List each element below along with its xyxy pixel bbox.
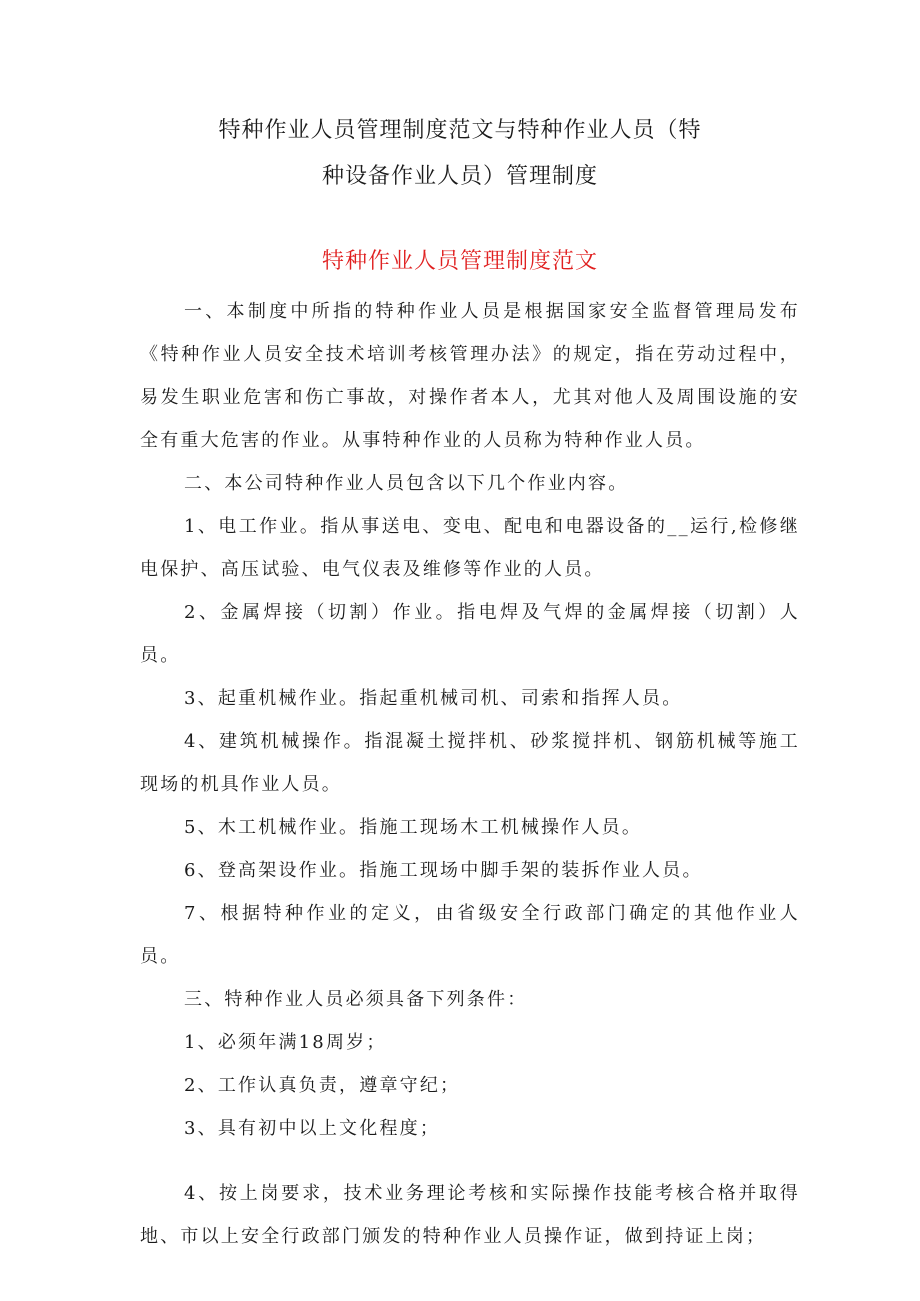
paragraph-12: 2、工作认真负责，遵章守纪；	[184, 1075, 461, 1096]
document-title	[0, 108, 920, 200]
title-line-1: 特种作业人员管理制度范文与特种作业人员（特	[218, 118, 702, 143]
paragraph-3: 1、电工作业。指从事送电、变电、配电和电器设备的__运行,检修继电保护、高压试验、电气仪表及维修等作业的人员。	[140, 516, 800, 580]
paragraph-13: 3、具有初中以上文化程度；	[184, 1118, 441, 1139]
paragraph-4: 2、金属焊接（切割）作业。指电焊及气焊的金属焊接（切割）人员。	[140, 602, 800, 666]
paragraph-10: 三、特种作业人员必须具备下列条件：	[184, 989, 528, 1010]
document-body	[140, 290, 800, 1258]
paragraph-14: 4、按上岗要求，技术业务理论考核和实际操作技能考核合格并取得地、市以上安全行政部门颁发的特种作业人员操作证，做到持证上岗；	[140, 1183, 800, 1247]
section-heading: 特种作业人员管理制度范文	[321, 249, 598, 274]
paragraph-7: 5、木工机械作业。指施工现场木工机械操作人员。	[184, 817, 643, 838]
title-line-2: 种设备作业人员）管理制度	[321, 164, 598, 189]
paragraph-1: 一、本制度中所指的特种作业人员是根据国家安全监督管理局发布《特种作业人员安全技术培训考核管理办法》的规定，指在劳动过程中，易发生职业危害和伤亡事故，对操作者本人，尤其对他人及周围设施的安全有重大危害的作业。从事特种作业的人员称为特种作业人员。	[140, 301, 800, 451]
paragraph-8: 6、登高架设作业。指施工现场中脚手架的装拆作业人员。	[184, 860, 703, 881]
paragraph-6: 4、建筑机械操作。指混凝土搅拌机、砂浆搅拌机、钢筋机械等施工现场的机具作业人员。	[140, 731, 800, 795]
paragraph-2: 二、本公司特种作业人员包含以下几个作业内容。	[184, 473, 629, 494]
paragraph-9: 7、根据特种作业的定义，由省级安全行政部门确定的其他作业人员。	[140, 903, 800, 967]
paragraph-11: 1、必须年满18周岁；	[184, 1032, 387, 1053]
paragraph-5: 3、起重机械作业。指起重机械司机、司索和指挥人员。	[184, 688, 683, 709]
